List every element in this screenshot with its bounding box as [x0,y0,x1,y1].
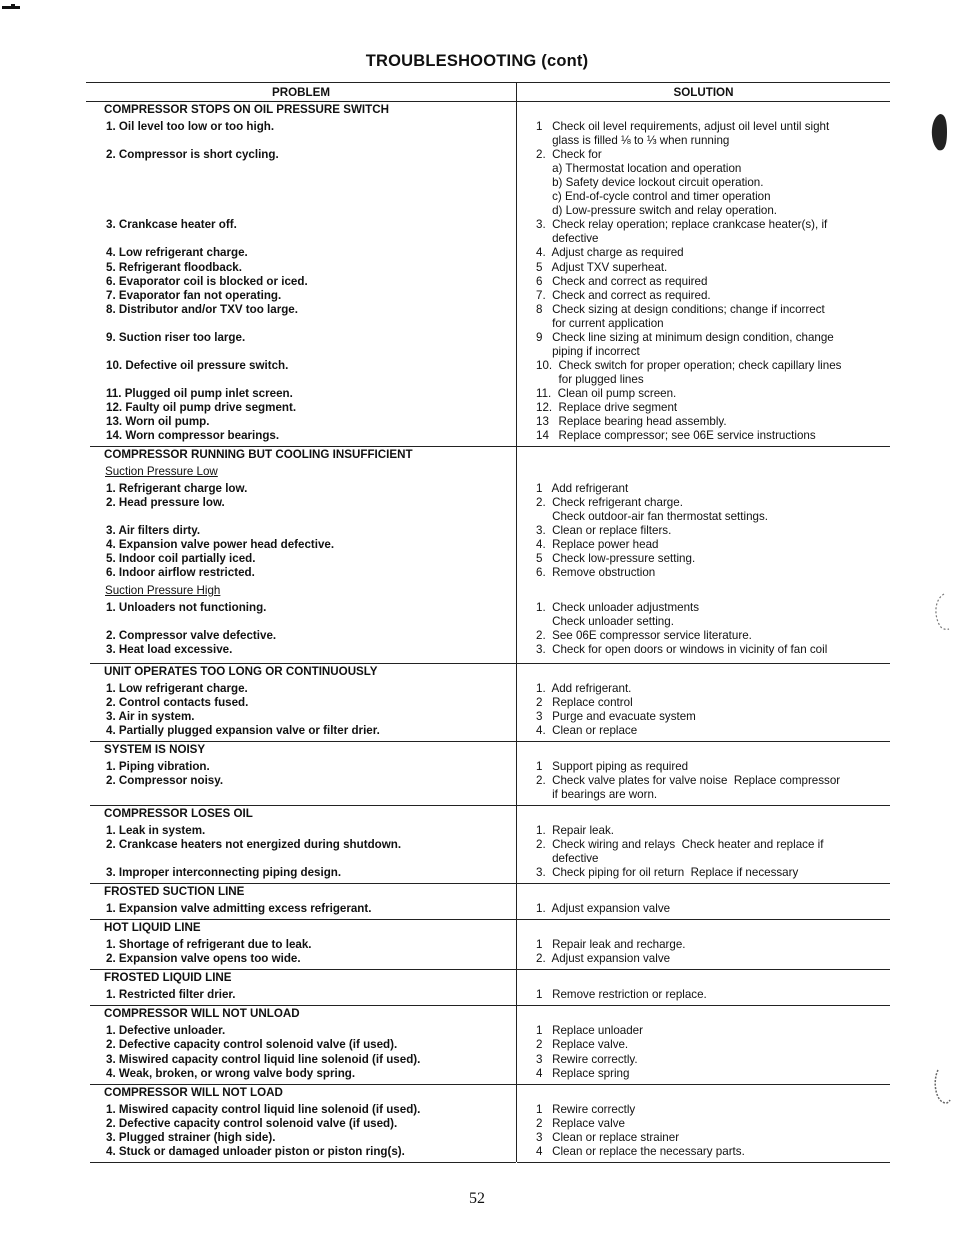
problem-item: 4. Expansion valve power head defective. [106,538,335,551]
solution-line: 1 Replace unloader [536,1024,643,1037]
section-heading: SYSTEM IS NOISY [104,743,206,756]
section-heading: UNIT OPERATES TOO LONG OR CONTINUOUSLY [104,665,378,678]
solution-line: defective [536,852,599,865]
problem-item: 2. Defective capacity control solenoid valve (if used). [106,1117,398,1130]
solution-line: 11. Clean oil pump screen. [536,387,677,400]
solution-line: Check unloader setting. [536,615,674,628]
problem-item: 2. Control contacts fused. [106,696,249,709]
problem-item: 2. Expansion valve opens too wide. [106,952,301,965]
problem-item: 2. Compressor is short cycling. [106,148,279,161]
problem-item: 3. Improper interconnecting piping design. [106,866,342,879]
solution-line: c) End-of-cycle control and timer operation [536,190,771,203]
problem-item: 4. Low refrigerant charge. [106,246,248,259]
problem-item: 1. Oil level too low or too high. [106,120,275,133]
subsection-heading: Suction Pressure Low [105,465,218,478]
problem-item: 1. Leak in system. [106,824,206,837]
problem-item: 5. Indoor coil partially iced. [106,552,256,565]
header-rule [517,101,890,102]
section-heading: COMPRESSOR WILL NOT UNLOAD [104,1007,300,1020]
problem-item: 11. Plugged oil pump inlet screen. [106,387,293,400]
solution-line: for current application [536,317,664,330]
page-number: 52 [469,1190,485,1207]
section-rule [517,1005,890,1006]
section-rule [517,1084,890,1085]
solution-line: defective [536,232,599,245]
solution-line: 7. Check and correct as required. [536,289,711,302]
solution-line: 1 Rewire correctly [536,1103,636,1116]
problem-item: 3. Miswired capacity control liquid line solenoid (if used). [106,1053,421,1066]
solution-line: a) Thermostat location and operation [536,162,742,175]
section-rule [517,1162,890,1163]
problem-item: 1. Miswired capacity control liquid line solenoid (if used). [106,1103,421,1116]
problem-item: 3. Air filters dirty. [106,524,201,537]
solution-line: if bearings are worn. [536,788,658,801]
solution-line: 8 Check sizing at design conditions; change if incorrect [536,303,825,316]
solution-line: 3. Check for open doors or windows in vicinity of fan coil [536,643,828,656]
solution-line: 1. Add refrigerant. [536,682,632,695]
page-title: TROUBLESHOOTING (cont) [365,52,589,70]
problem-item: 1. Refrigerant charge low. [106,482,248,495]
section-rule [517,883,890,884]
section-rule [90,883,516,884]
solution-line: 2 Replace valve [536,1117,625,1130]
problem-item: 10. Defective oil pressure switch. [106,359,289,372]
problem-item: 13. Worn oil pump. [106,415,210,428]
problem-item: 1. Defective unloader. [106,1024,226,1037]
solution-line: 1 Check oil level requirements, adjust oil level until sight [536,120,830,133]
solution-line: d) Low-pressure switch and relay operation. [536,204,778,217]
section-rule [517,969,890,970]
problem-item: 1. Shortage of refrigerant due to leak. [106,938,312,951]
problem-item: 4. Weak, broken, or wrong valve body spring. [106,1067,356,1080]
solution-line: Check outdoor-air fan thermostat settings. [536,510,768,523]
solution-line: 1. Repair leak. [536,824,614,837]
solution-line: 2. Adjust expansion valve [536,952,671,965]
solution-line: 14 Replace compressor; see 06E service instructions [536,429,816,442]
problem-item: 2. Compressor valve defective. [106,629,277,642]
section-heading: FROSTED LIQUID LINE [104,971,232,984]
problem-column-header: PROBLEM [272,86,330,99]
solution-line: 3. Clean or replace filters. [536,524,672,537]
table-top-rule [517,82,890,83]
section-heading: HOT LIQUID LINE [104,921,201,934]
problem-item: 5. Refrigerant floodback. [106,261,242,274]
solution-line: 1. Check unloader adjustments [536,601,700,614]
section-rule [90,805,516,806]
solution-line: 3 Rewire correctly. [536,1053,638,1066]
solution-line: 4 Clean or replace the necessary parts. [536,1145,745,1158]
section-rule [90,919,516,920]
section-rule [90,969,516,970]
problem-item: 1. Restricted filter drier. [106,988,236,1001]
section-heading: FROSTED SUCTION LINE [104,885,245,898]
solution-line: 5 Adjust TXV superheat. [536,261,668,274]
solution-line: 3 Clean or replace strainer [536,1131,680,1144]
solution-line: 2 Replace valve. [536,1038,629,1051]
problem-item: 3. Heat load excessive. [106,643,233,656]
solution-line: 2. Check valve plates for valve noise Replace compressor [536,774,841,787]
binding-mark-bottom [928,1068,952,1108]
solution-line: for plugged lines [536,373,644,386]
section-rule [90,446,516,447]
section-rule [90,1162,516,1163]
solution-line: piping if incorrect [536,345,640,358]
problem-item: 1. Unloaders not functioning. [106,601,267,614]
section-rule [90,663,516,664]
solution-line: 3 Purge and evacuate system [536,710,696,723]
solution-line: 4. Clean or replace [536,724,638,737]
column-divider [516,82,517,1162]
solution-line: 6 Check and correct as required [536,275,708,288]
binding-mark-middle [928,592,952,632]
section-rule [517,805,890,806]
solution-line: 2. Check for [536,148,602,161]
solution-line: 3. Check piping for oil return Replace if necessary [536,866,799,879]
section-rule [517,663,890,664]
problem-item: 12. Faulty oil pump drive segment. [106,401,297,414]
binding-mark-top [926,112,948,154]
solution-line: glass is filled ⅛ to ⅓ when running [536,134,730,147]
problem-item: 2. Defective capacity control solenoid valve (if used). [106,1038,398,1051]
problem-item: 8. Distributor and/or TXV too large. [106,303,298,316]
problem-item: 9. Suction riser too large. [106,331,246,344]
problem-item: 3. Plugged strainer (high side). [106,1131,276,1144]
solution-line: 2. See 06E compressor service literature. [536,629,752,642]
problem-item: 3. Air in system. [106,710,195,723]
table-top-rule [86,82,516,83]
solution-line: 4. Adjust charge as required [536,246,684,259]
problem-item: 14. Worn compressor bearings. [106,429,280,442]
section-rule [517,741,890,742]
solution-column-header: SOLUTION [673,86,734,99]
problem-item: 1. Expansion valve admitting excess refrigerant. [106,902,372,915]
section-heading: COMPRESSOR LOSES OIL [104,807,253,820]
solution-line: 2 Replace control [536,696,633,709]
solution-line: 4. Replace power head [536,538,659,551]
solution-line: 6. Remove obstruction [536,566,656,579]
solution-line: 12. Replace drive segment [536,401,678,414]
solution-line: 4 Replace spring [536,1067,630,1080]
solution-line: 2. Check refrigerant charge. [536,496,683,509]
problem-item: 2. Compressor noisy. [106,774,224,787]
solution-line: 10. Check switch for proper operation; check capillary lines [536,359,842,372]
problem-item: 6. Evaporator coil is blocked or iced. [106,275,308,288]
solution-line: 1 Repair leak and recharge. [536,938,686,951]
solution-line: 1 Add refrigerant [536,482,629,495]
solution-line: 2. Check wiring and relays Check heater and replace if [536,838,824,851]
solution-line: 5 Check low-pressure setting. [536,552,696,565]
solution-line: 1. Adjust expansion valve [536,902,671,915]
header-rule [86,101,516,102]
problem-item: 1. Low refrigerant charge. [106,682,248,695]
solution-line: 1 Remove restriction or replace. [536,988,707,1001]
problem-item: 2. Head pressure low. [106,496,225,509]
section-rule [90,1084,516,1085]
solution-line: 3. Check relay operation; replace crankcase heater(s), if [536,218,828,231]
section-rule [517,919,890,920]
section-heading: COMPRESSOR STOPS ON OIL PRESSURE SWITCH [104,103,389,116]
problem-item: 4. Stuck or damaged unloader piston or piston ring(s). [106,1145,405,1158]
solution-line: 1 Support piping as required [536,760,689,773]
subsection-heading: Suction Pressure High [105,584,221,597]
problem-item: 1. Piping vibration. [106,760,210,773]
problem-item: 3. Crankcase heater off. [106,218,237,231]
solution-line: 13 Replace bearing head assembly. [536,415,727,428]
section-heading: COMPRESSOR RUNNING BUT COOLING INSUFFICIENT [104,448,413,461]
section-rule [90,741,516,742]
solution-line: b) Safety device lockout circuit operation. [536,176,764,189]
section-rule [90,1005,516,1006]
problem-item: 4. Partially plugged expansion valve or filter drier. [106,724,380,737]
problem-item: 7. Evaporator fan not operating. [106,289,282,302]
solution-line: 9 Check line sizing at minimum design condition, change [536,331,834,344]
section-heading: COMPRESSOR WILL NOT LOAD [104,1086,283,1099]
problem-item: 6. Indoor airflow restricted. [106,566,255,579]
problem-item: 2. Crankcase heaters not energized during shutdown. [106,838,402,851]
section-rule [517,446,890,447]
